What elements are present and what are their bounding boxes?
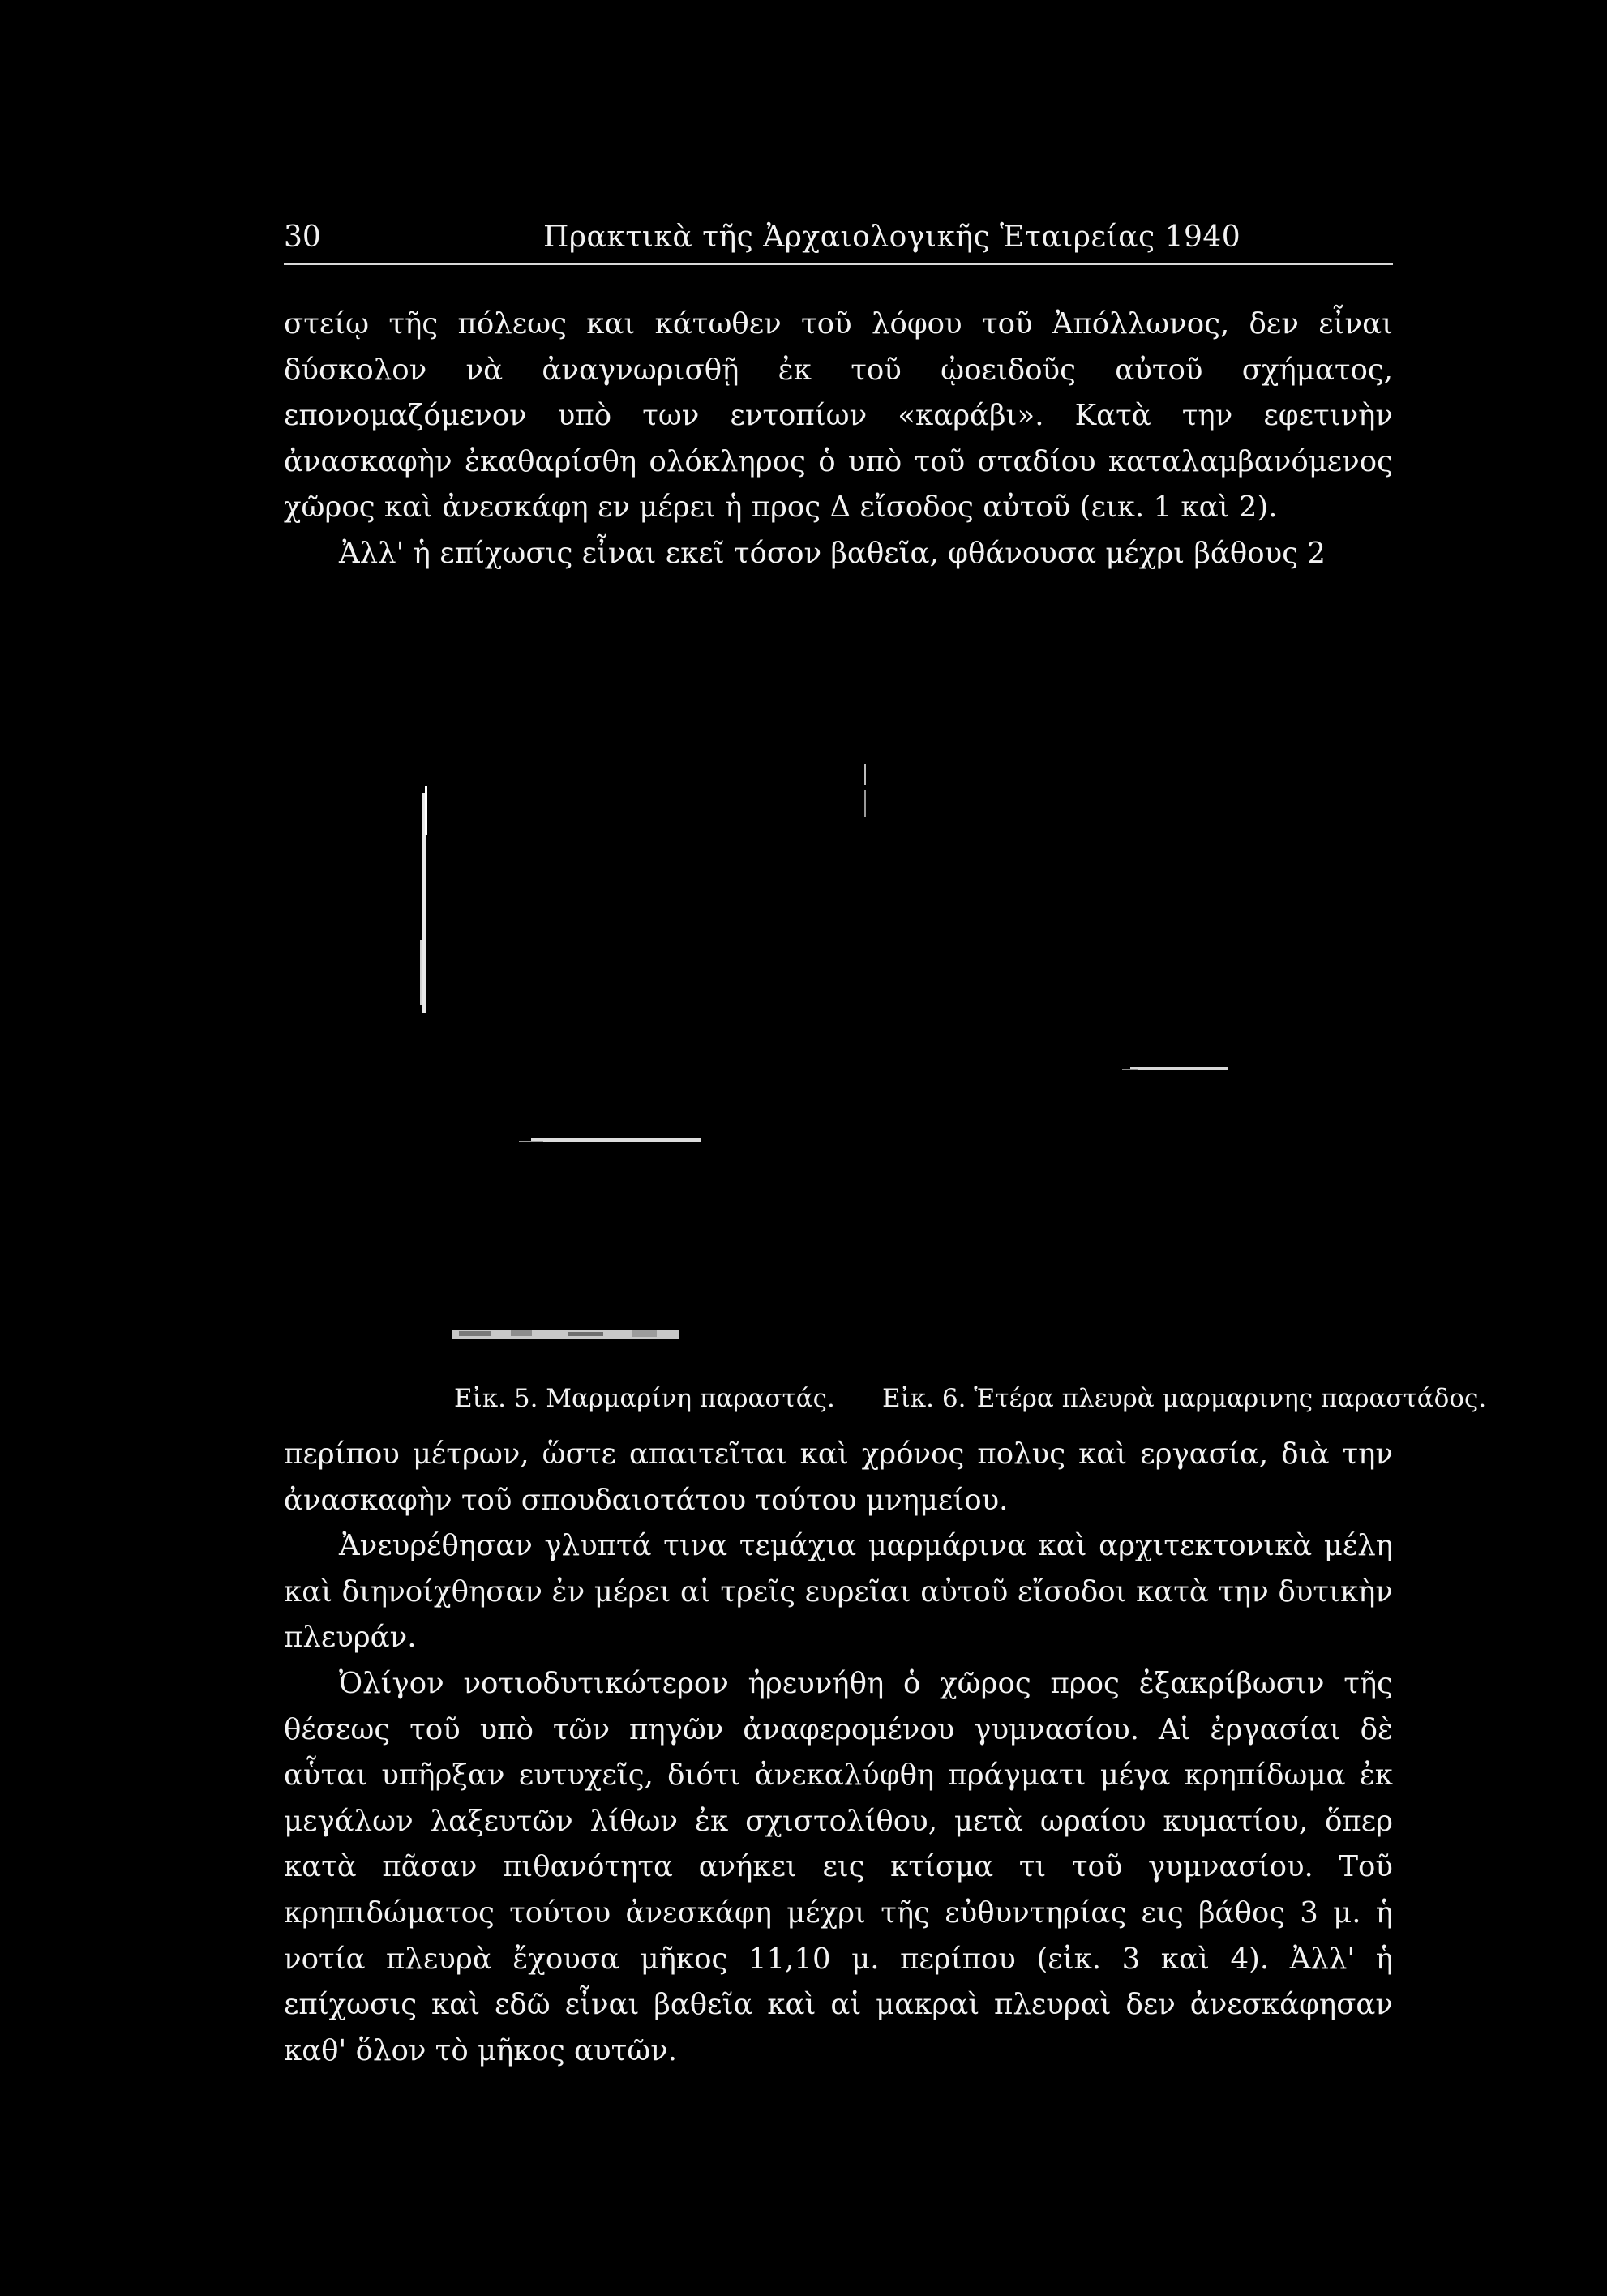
page-number: 30 [284, 221, 321, 254]
paragraph-continuation: περίπου μέτρων, ὥστε απαιτεῖται καὶ χρόνος πολυς καὶ εργασία, διὰ την ἀνασκαφὴν τοῦ σπουδαιοτάτου τούτου μνημείου. [284, 1437, 1393, 1517]
page-header [284, 217, 1393, 258]
header-rule [284, 263, 1393, 265]
figure-6-caption: Εἰκ. 6. Ἑτέρα πλευρὰ μαρμαρινης παραστάδος. [882, 1384, 1487, 1413]
paragraph-sculptures: Ἀνευρέθησαν γλυπτά τινα τεμάχια μαρμάρινα καὶ αρχιτεκτονικὰ μέλη καὶ διηνοίχθησαν ἐν μέρει αἱ τρεῖς ευρεῖαι αὐτοῦ εἴσοδοι κατὰ την δυτικὴν πλευράν. [284, 1529, 1393, 1655]
figure-5-image [389, 754, 762, 1354]
paragraph-stadium: στείῳ τῆς πόλεως και κάτωθεν τοῦ λόφου τοῦ Ἀπόλλωνος, δεν εἶναι δύσκολον νὰ ἀναγνωρισθῇ ἐκ τοῦ ᾠοειδοῦς αὐτοῦ σχήματος, επονομαζόμενον υπὸ των εντοπίων «καράβι». Κατὰ την εφετινὴν ἀνασκαφὴν ἐκαθαρίσθη ολόκληρος ὁ υπὸ τοῦ σταδίου καταλαμβανόμενος χῶρος καὶ ἀνεσκάφη εν μέρει ἡ προς Δ εἴσοδος αὐτοῦ (εικ. 1 καὶ 2). [284, 307, 1393, 525]
figure-5-caption: Εἰκ. 5. Μαρμαρίνη παραστάς. [454, 1384, 835, 1413]
paragraph-gymnasium: Ὀλίγον νοτιοδυτικώτερον ἠρευνήθη ὁ χῶρος προς ἐξακρίβωσιν τῆς θέσεως τοῦ υπὸ τῶν πηγῶν ἀναφερομένου γυμνασίου. Αἱ ἐργασίαι δὲ αὗται υπῆρξαν ευτυχεῖς, διότι ἀνεκαλύφθη πράγματι μέγα κρηπίδωμα ἐκ μεγάλων λαξευτῶν λίθων ἐκ σχιστολίθου, μετὰ ωραίου κυματίου, ὅπερ κατὰ πᾶσαν πιθανότητα ανήκει εις κτίσμα τι τοῦ γυμνασίου. Τοῦ κρηπιδώματος τούτου ἀνεσκάφη μέχρι τῆς εὐθυντηρίας εις βάθος 3 μ. ἡ νοτία πλευρὰ ἔχουσα μῆκος 11,10 μ. περίπου (εἰκ. 3 καὶ 4). Ἀλλ' ἡ επίχωσις καὶ εδῶ εἶναι βαθεῖα καὶ αἱ μακραὶ πλευραὶ δεν ἀνεσκάφησαν καθ' ὅλον τὸ μῆκος αυτῶν. [284, 1666, 1393, 2067]
body-text-bottom [284, 1432, 1393, 2074]
figure-6-image [811, 754, 1232, 1354]
marble-pillar-photo [389, 754, 762, 1354]
paragraph-fill-depth: Ἀλλ' ἡ επίχωσις εἶναι εκεῖ τόσον βαθεῖα, φθάνουσα μέχρι βάθους 2 [339, 536, 1326, 570]
running-title: Πρακτικὰ τῆς Ἀρχαιολογικῆς Ἑταιρείας 1940 [543, 221, 1241, 254]
marble-pillar-side-photo [811, 754, 1232, 1354]
body-text-top [284, 302, 1393, 577]
